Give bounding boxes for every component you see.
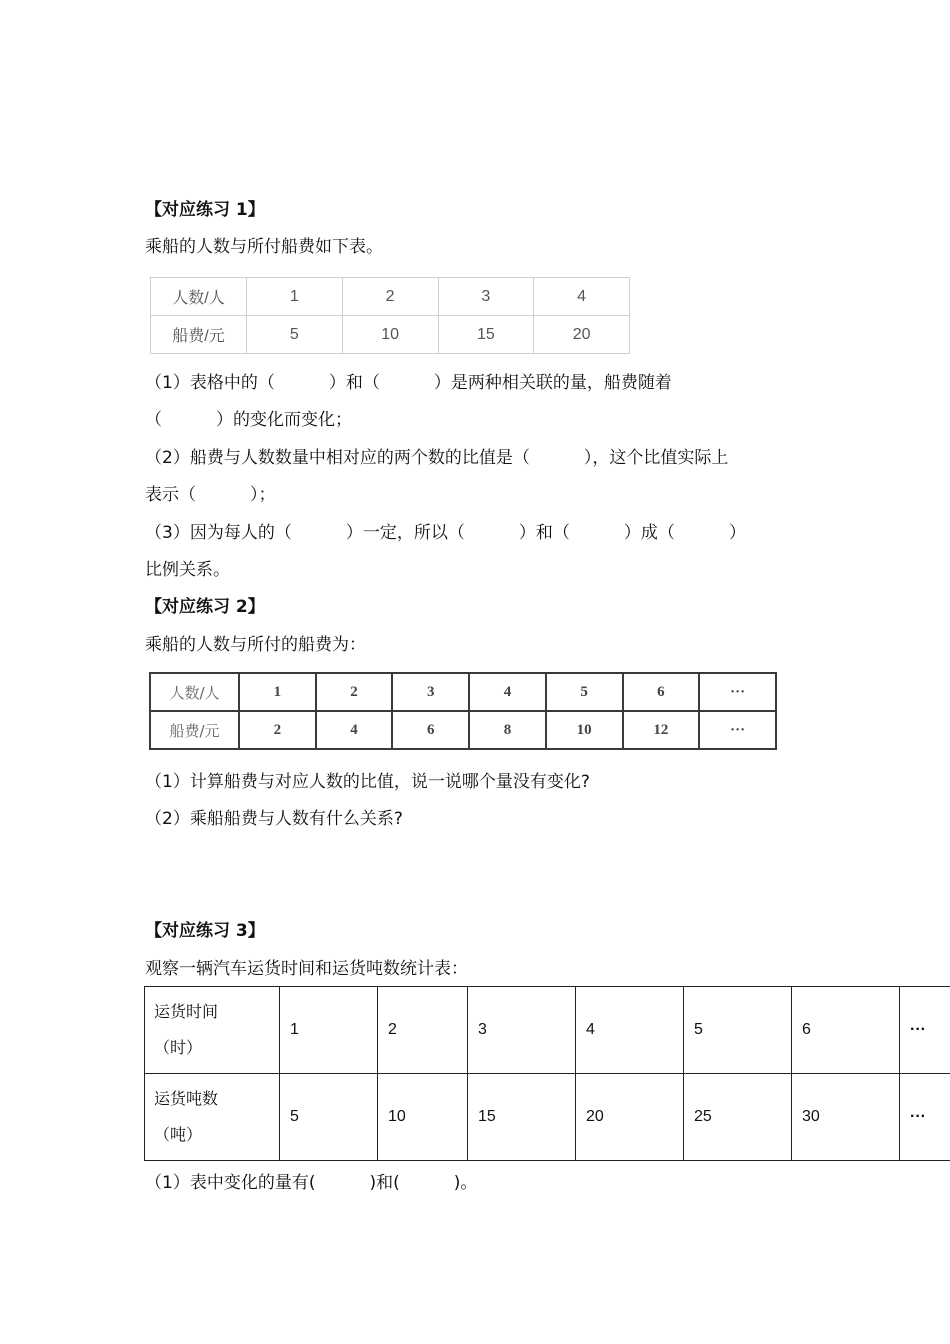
table-cell: 5 <box>280 1074 378 1161</box>
table-cell: 6 <box>392 711 469 749</box>
ex1-table <box>150 277 630 354</box>
ex2-table <box>149 672 777 750</box>
table-cell: 20 <box>534 316 630 354</box>
table-cell: 5 <box>247 316 343 354</box>
ex2-heading: 【对应练习 2】 <box>145 597 265 617</box>
table-row <box>145 1074 950 1161</box>
table-cell: 3 <box>392 673 469 711</box>
row-label-line1: 运货时间 <box>154 1002 219 1021</box>
table-cell: 2 <box>378 987 468 1074</box>
ex2-intro: 乘船的人数与所付的船费为： <box>145 635 366 655</box>
ex1-heading: 【对应练习 1】 <box>145 200 265 220</box>
table-row <box>150 673 776 711</box>
table-cell: 12 <box>623 711 700 749</box>
table-cell: 5 <box>546 673 623 711</box>
table-cell: 15 <box>468 1074 576 1161</box>
table-cell: 20 <box>576 1074 684 1161</box>
row-label-line2: （时） <box>154 1038 203 1057</box>
ex3-heading: 【对应练习 3】 <box>145 921 265 941</box>
ex1-question-1b: （ ）的变化而变化； <box>145 410 353 430</box>
table-cell: 10 <box>378 1074 468 1161</box>
ex1-question-1a: （1）表格中的（ ）和（ ）是两种相关联的量，船费随着 <box>145 373 672 393</box>
ex1-question-2a: （2）船费与人数数量中相对应的两个数的比值是（ ），这个比值实际上 <box>145 448 729 468</box>
ex1-question-3b: 比例关系。 <box>145 560 230 580</box>
table-cell: 1 <box>239 673 316 711</box>
ex3-intro: 观察一辆汽车运货时间和运货吨数统计表： <box>145 959 468 979</box>
row-label <box>145 987 280 1074</box>
table-cell: 3 <box>468 987 576 1074</box>
table-cell: ··· <box>900 1074 950 1161</box>
row-label: 船费/元 <box>150 711 239 749</box>
row-label <box>145 1074 280 1161</box>
table-cell: 10 <box>546 711 623 749</box>
table-cell: 4 <box>316 711 393 749</box>
table-cell: 6 <box>792 987 900 1074</box>
table-cell: 5 <box>684 987 792 1074</box>
table-cell: 4 <box>576 987 684 1074</box>
table-cell: 4 <box>469 673 546 711</box>
table-row <box>145 987 950 1074</box>
ex3-question-1: （1）表中变化的量有( )和( )。 <box>145 1173 478 1193</box>
ex1-question-3a: （3）因为每人的（ ）一定，所以（ ）和（ ）成（ ） <box>145 523 746 543</box>
table-cell: 4 <box>534 278 630 316</box>
table-cell: 2 <box>316 673 393 711</box>
table-cell: 15 <box>438 316 534 354</box>
ex2-question-2: （2）乘船船费与人数有什么关系? <box>145 809 403 829</box>
table-cell: ··· <box>699 673 776 711</box>
row-label: 人数/人 <box>151 278 247 316</box>
ex1-question-2b: 表示（ ）； <box>145 485 276 505</box>
table-cell: ··· <box>900 987 950 1074</box>
table-row <box>151 278 630 316</box>
table-cell: 10 <box>342 316 438 354</box>
table-cell: 2 <box>342 278 438 316</box>
ex3-table <box>144 986 950 1161</box>
row-label: 人数/人 <box>150 673 239 711</box>
table-row <box>150 711 776 749</box>
table-cell: 8 <box>469 711 546 749</box>
table-cell: ··· <box>699 711 776 749</box>
table-cell: 2 <box>239 711 316 749</box>
table-row <box>151 316 630 354</box>
table-cell: 1 <box>280 987 378 1074</box>
table-cell: 6 <box>623 673 700 711</box>
table-cell: 30 <box>792 1074 900 1161</box>
table-cell: 3 <box>438 278 534 316</box>
row-label: 船费/元 <box>151 316 247 354</box>
table-cell: 1 <box>247 278 343 316</box>
row-label-line1: 运货吨数 <box>154 1089 219 1108</box>
table-cell: 25 <box>684 1074 792 1161</box>
ex1-intro: 乘船的人数与所付船费如下表。 <box>145 237 383 257</box>
ex2-question-1: （1）计算船费与对应人数的比值，说一说哪个量没有变化? <box>145 772 590 792</box>
row-label-line2: （吨） <box>154 1125 203 1144</box>
